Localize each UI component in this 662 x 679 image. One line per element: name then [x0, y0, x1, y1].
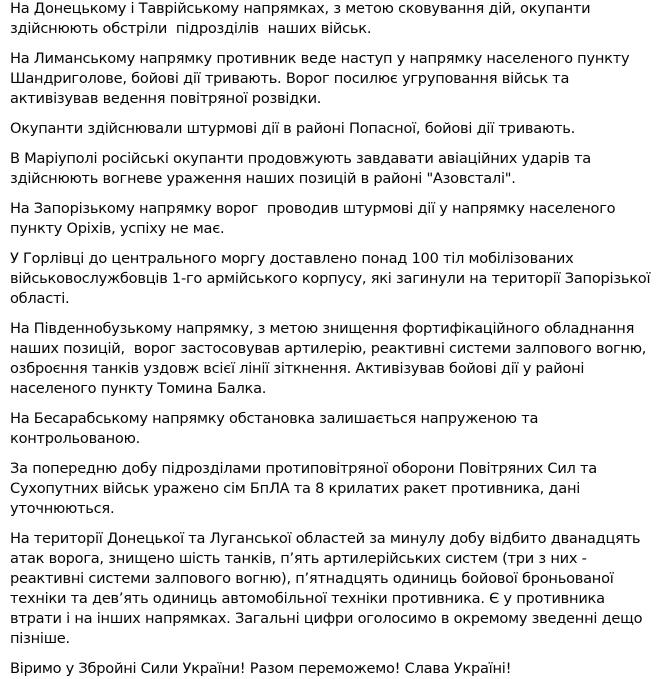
paragraph-pivdennobuzkyi: На Південнобузькому напрямку, з метою знищення фортифікаційного обладнання наших позицій, ворог застосовував артилерію, реактивні системи залпового вогню, озброєння танків уздовж всієї лінії зіткнення. Активізував бойові дії у районі населеного пункту Томина Балка.: [10, 320, 651, 397]
paragraph-air-defense: За попередню добу підрозділами протиповітряної оборони Повітряних Сил та Сухопутних військ уражено сім БпЛА та 8 крилатих ракет противника, дані уточнюються.: [10, 460, 602, 517]
paragraph-donetsk-tavria: На Донецькому і Таврійському напрямках, з метою сковування дій, окупанти здійснюють обстріли підрозділів наших військ.: [10, 0, 595, 37]
paragraph-donetsk-luhansk: На території Донецької та Луганської областей за минулу добу відбито дванадцять атак ворога, знищено шість танків, п’ять артилерійських систем (три з них - реактивні системи залпового вогню), п’ятнадцять одиниць бойової броньованої техніки та дев’ять одиниць автомобільної техніки противника. Є у противника втрати і на інших напрямках. Загальні цифри оголосимо в окремому зведенні дещо пізніше.: [10, 530, 647, 647]
paragraph-besarabia: На Бесарабському напрямку обстановка залишається напруженою та контрольованою.: [10, 410, 543, 447]
paragraph-closing: Віримо у Збройні Сили України! Разом переможемо! Слава Україні!: [10, 660, 512, 677]
paragraph-zaporizhzhia: На Запорізькому напрямку ворог проводив штурмові дії у напрямку населеного пункту Оріхів, успіху не має.: [10, 200, 620, 237]
paragraph-lyman: На Лиманському напрямку противник веде наступ у напрямку населеного пункту Шандриголове, бойові дії тривають. Ворог посилює угруповання військ та активізував ведення повітряної розвідки.: [10, 50, 634, 107]
paragraph-popasna: Окупанти здійснювали штурмові дії в районі Попасної, бойові дії тривають.: [10, 120, 576, 137]
paragraph-mariupol: В Маріуполі російські окупанти продовжують завдавати авіаційних ударів та здійснюють вогневе ураження наших позицій в районі "Азовсталі".: [10, 150, 596, 187]
paragraph-horlivka: У Горлівці до центрального моргу доставлено понад 100 тіл мобілізованих військовослужбовців 1-го армійського корпусу, які загинули на території Запорізької області.: [10, 250, 655, 307]
